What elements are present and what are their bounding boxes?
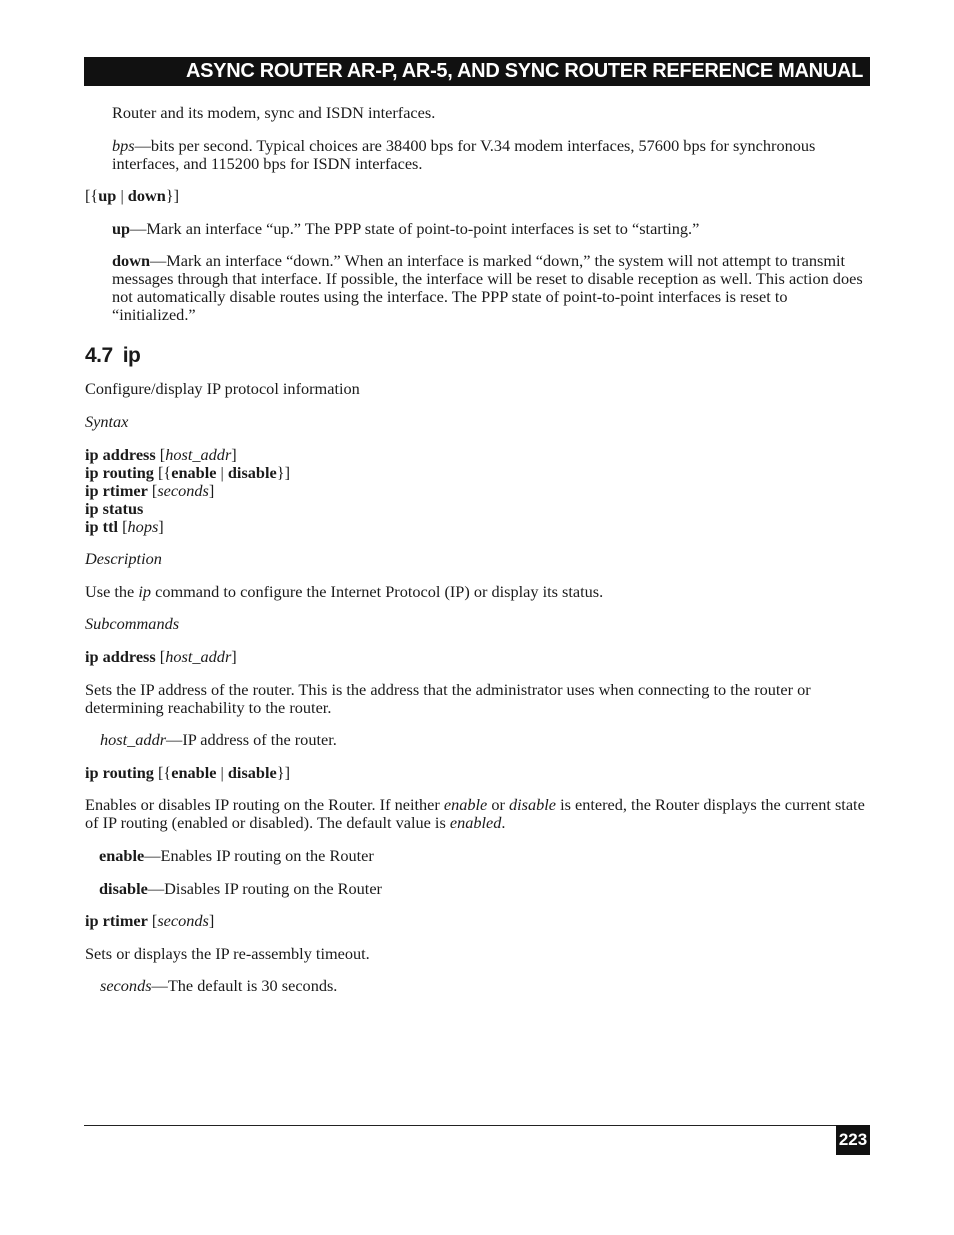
section-number: 4.7 <box>85 344 113 368</box>
sub-address-heading <box>85 648 869 666</box>
text: Enables or disables IP routing on the Router. If neither <box>85 795 444 815</box>
sub-routing-heading <box>85 764 869 782</box>
param-term: disable <box>99 878 148 898</box>
bracket: ] <box>208 480 215 500</box>
bps-text: —bits per second. Typical choices are 38400 bps for V.34 modem interfaces, 57600 bps for synchronous interfaces, and 115200 bps for ISDN interfaces. <box>112 135 816 173</box>
syntax-line-address <box>85 446 869 464</box>
up-keyword: up <box>98 186 117 206</box>
description-label <box>85 550 869 568</box>
syntax-label <box>85 413 869 431</box>
syntax-line-rtimer <box>85 482 869 500</box>
syntax-label-text: Syntax <box>85 411 129 431</box>
cmd: ip routing <box>85 762 154 782</box>
cmd: ip status <box>85 498 144 518</box>
cmd: ip address <box>85 444 156 464</box>
arg: hops <box>127 516 159 536</box>
syntax-line-status <box>85 500 869 518</box>
subcommands-label <box>85 615 869 633</box>
sub-routing-enable-param <box>99 847 869 865</box>
footer-rule <box>84 1125 870 1126</box>
text: . <box>501 813 506 833</box>
syntax-line-routing <box>85 464 869 482</box>
italic-term: enabled <box>449 813 502 833</box>
bracket: [ <box>147 911 158 931</box>
sub-address-text: Sets the IP address of the router. This is the address that the administrator uses when connecting to the router or determining reachability to the router. <box>85 679 811 717</box>
down-keyword: down <box>127 186 166 206</box>
cmd: ip routing <box>85 462 154 482</box>
description-label-text: Description <box>85 549 162 569</box>
up-term: up <box>112 218 131 238</box>
text: or <box>487 795 509 815</box>
param-text: —IP address of the router. <box>166 730 337 750</box>
cmd: ip rtimer <box>85 480 148 500</box>
section-summary: Configure/display IP protocol information <box>85 379 360 399</box>
down-text: —Mark an interface “down.” When an interface is marked “down,” the system will not attempt to transmit messages through that interface. If possible, the interface will be reset to disable reception as well. This action does not automatically disable routes using the interface. The PPP state of point-to-point interfaces is reset to “initialized.” <box>112 251 863 325</box>
subcommands-label-text: Subcommands <box>85 614 180 634</box>
disable-keyword: disable <box>227 462 277 482</box>
italic-term: disable <box>508 795 557 815</box>
bracket: [{ <box>153 462 172 482</box>
bracket: ] <box>208 911 215 931</box>
param-text: —Disables IP routing on the Router <box>147 878 382 898</box>
bracket: [ <box>155 646 166 666</box>
down-param <box>112 252 869 324</box>
arg: host_addr <box>165 444 232 464</box>
bracket-close: }] <box>165 186 180 206</box>
down-term: down <box>112 251 151 271</box>
bps-term: bps <box>112 135 135 155</box>
param-term: seconds <box>100 976 152 996</box>
bracket: ] <box>231 444 237 464</box>
cmd: ip rtimer <box>85 911 148 931</box>
text: Use the <box>85 581 139 601</box>
sub-address-param <box>100 731 869 749</box>
up-text: —Mark an interface “up.” The PPP state of point-to-point interfaces is set to “starting.” <box>130 218 700 238</box>
cmd: ip ttl <box>85 516 119 536</box>
sub-rtimer-text: Sets or displays the IP re-assembly timeout. <box>85 943 370 963</box>
sub-rtimer-param <box>100 977 869 995</box>
bracket: ] <box>158 516 164 536</box>
italic-term: enable <box>443 795 488 815</box>
page-body <box>85 104 869 1010</box>
bracket: }] <box>276 762 290 782</box>
param-text: —Enables IP routing on the Router <box>144 845 374 865</box>
arg: host_addr <box>165 646 232 666</box>
syntax-line-ttl <box>85 518 869 536</box>
bracket: [{ <box>153 762 172 782</box>
description-text <box>85 583 869 601</box>
param-term: host_addr <box>100 730 167 750</box>
bracket: [ <box>118 516 128 536</box>
bracket: [ <box>147 480 158 500</box>
arg: seconds <box>157 480 209 500</box>
section-heading <box>85 344 869 368</box>
continuation-line: Router and its modem, sync and ISDN interfaces. <box>112 103 436 122</box>
updown-syntax <box>85 187 869 205</box>
section-name: ip <box>122 344 141 368</box>
bracket-open: [{ <box>85 186 99 206</box>
up-param <box>112 220 869 238</box>
sub-rtimer-heading <box>85 912 869 930</box>
disable-keyword: disable <box>227 762 277 782</box>
bps-param <box>112 137 869 173</box>
sub-routing-disable-param <box>99 880 869 898</box>
bracket: }] <box>276 462 290 482</box>
text: command to configure the Internet Protocol (IP) or display its status. <box>151 581 604 601</box>
text: is entered, the Router displays the current state of IP routing (enabled or disabled). The default value is <box>85 795 865 833</box>
enable-keyword: enable <box>171 762 217 782</box>
enable-keyword: enable <box>171 462 217 482</box>
arg: seconds <box>157 911 209 931</box>
separator: | <box>216 462 228 482</box>
cmd: ip address <box>85 646 156 666</box>
running-header: ASYNC ROUTER AR-P, AR-5, AND SYNC ROUTER REFERENCE MANUAL <box>84 57 870 86</box>
param-term: enable <box>99 845 145 865</box>
bracket: [ <box>155 444 166 464</box>
page-number: 223 <box>836 1125 870 1155</box>
separator: | <box>216 762 228 782</box>
cmd-italic: ip <box>138 581 152 601</box>
param-text: —The default is 30 seconds. <box>151 976 338 996</box>
sub-routing-text <box>85 796 869 832</box>
bracket: ] <box>231 646 237 666</box>
separator: | <box>116 186 128 206</box>
